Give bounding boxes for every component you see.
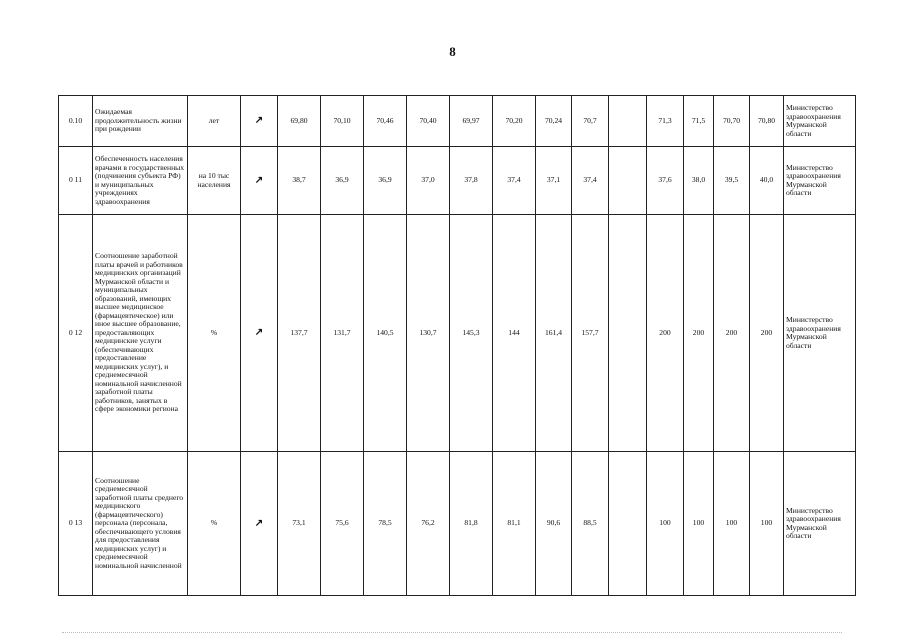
indicator-value: 37,8: [450, 147, 493, 215]
indicator-code: 0 13: [59, 452, 93, 596]
indicator-value: 36,9: [321, 147, 364, 215]
indicator-value: [609, 96, 647, 147]
responsible-executor: Министерство здравоохранения Мурманской области: [784, 215, 856, 452]
indicator-code: 0 11: [59, 147, 93, 215]
indicator-code: 0.10: [59, 96, 93, 147]
indicator-value: [609, 147, 647, 215]
trend-arrow-icon: ↗: [241, 147, 278, 215]
indicator-value: 70,70: [714, 96, 750, 147]
indicator-value: 131,7: [321, 215, 364, 452]
indicator-value: 144: [493, 215, 536, 452]
indicator-value: 37,4: [572, 147, 609, 215]
indicator-value: 78,5: [364, 452, 407, 596]
indicator-value: 39,5: [714, 147, 750, 215]
indicator-name: Соотношение заработной платы врачей и работников медицинских организаций Мурманской области и муниципальных образований, имеющих высшее медицинское (фармацевтическое) или иное высшее образование, предоставляющих медицинские услуги (обеспечивающих предоставление медицинских услуг), и среднемесячной номинальной начисленной заработной платы работников, занятых в сфере экономики региона: [93, 215, 188, 452]
indicator-code: 0 12: [59, 215, 93, 452]
indicator-value: 38,7: [278, 147, 321, 215]
indicator-value: 40,0: [750, 147, 784, 215]
indicator-name: Ожидаемая продолжительность жизни при рождении: [93, 96, 188, 147]
responsible-executor: Министерство здравоохранения Мурманской области: [784, 452, 856, 596]
indicator-value: 200: [684, 215, 714, 452]
indicator-value: 100: [750, 452, 784, 596]
indicators-table: [58, 95, 856, 596]
indicator-value: 88,5: [572, 452, 609, 596]
indicator-value: 70,10: [321, 96, 364, 147]
indicator-value: [609, 452, 647, 596]
indicator-value: 200: [750, 215, 784, 452]
page-number: 8: [449, 44, 456, 59]
indicator-value: 37,1: [536, 147, 572, 215]
indicator-value: 100: [684, 452, 714, 596]
indicator-value: 36,9: [364, 147, 407, 215]
indicator-name: Соотношение среднемесячной заработной платы среднего медицинского (фармацевтического) персонала (персонала, обеспечивающего условия для предоставления медицинских услуг) и среднемесячной номинальной начисленной: [93, 452, 188, 596]
page-bottom-edge: [62, 632, 842, 634]
unit-of-measure: на 10 тыс населения: [188, 147, 241, 215]
indicator-value: 37,4: [493, 147, 536, 215]
indicator-value: 70,20: [493, 96, 536, 147]
indicator-value: 81,1: [493, 452, 536, 596]
indicator-value: 157,7: [572, 215, 609, 452]
unit-of-measure: %: [188, 215, 241, 452]
indicator-value: 81,8: [450, 452, 493, 596]
indicator-value: 37,6: [647, 147, 684, 215]
table-row: [59, 452, 856, 596]
indicator-value: 37,0: [407, 147, 450, 215]
indicator-value: 69,80: [278, 96, 321, 147]
unit-of-measure: %: [188, 452, 241, 596]
table-row: [59, 96, 856, 147]
indicator-value: 75,6: [321, 452, 364, 596]
indicator-value: 76,2: [407, 452, 450, 596]
indicator-value: 69,97: [450, 96, 493, 147]
indicator-value: 38,0: [684, 147, 714, 215]
indicator-value: 70,80: [750, 96, 784, 147]
unit-of-measure: лет: [188, 96, 241, 147]
indicator-value: 100: [647, 452, 684, 596]
trend-arrow-icon: ↗: [241, 96, 278, 147]
indicator-value: 137,7: [278, 215, 321, 452]
table-body: [59, 96, 856, 596]
indicator-value: 71,5: [684, 96, 714, 147]
indicator-value: [609, 215, 647, 452]
responsible-executor: Министерство здравоохранения Мурманской области: [784, 96, 856, 147]
table-row: [59, 215, 856, 452]
indicator-value: 73,1: [278, 452, 321, 596]
indicator-value: 70,7: [572, 96, 609, 147]
trend-arrow-icon: ↗: [241, 215, 278, 452]
table-row: [59, 147, 856, 215]
indicator-value: 71,3: [647, 96, 684, 147]
indicator-value: 200: [714, 215, 750, 452]
indicator-value: 145,3: [450, 215, 493, 452]
indicator-value: 200: [647, 215, 684, 452]
trend-arrow-icon: ↗: [241, 452, 278, 596]
responsible-executor: Министерство здравоохранения Мурманской области: [784, 147, 856, 215]
indicator-value: 90,6: [536, 452, 572, 596]
indicator-value: 70,40: [407, 96, 450, 147]
indicator-value: 100: [714, 452, 750, 596]
indicator-value: 161,4: [536, 215, 572, 452]
indicator-value: 140,5: [364, 215, 407, 452]
indicator-value: 70,46: [364, 96, 407, 147]
indicator-value: 70,24: [536, 96, 572, 147]
indicator-value: 130,7: [407, 215, 450, 452]
indicator-name: Обеспеченность населения врачами в государственных (подчинения субъекта РФ) и муниципальных учреждениях здравоохранения: [93, 147, 188, 215]
